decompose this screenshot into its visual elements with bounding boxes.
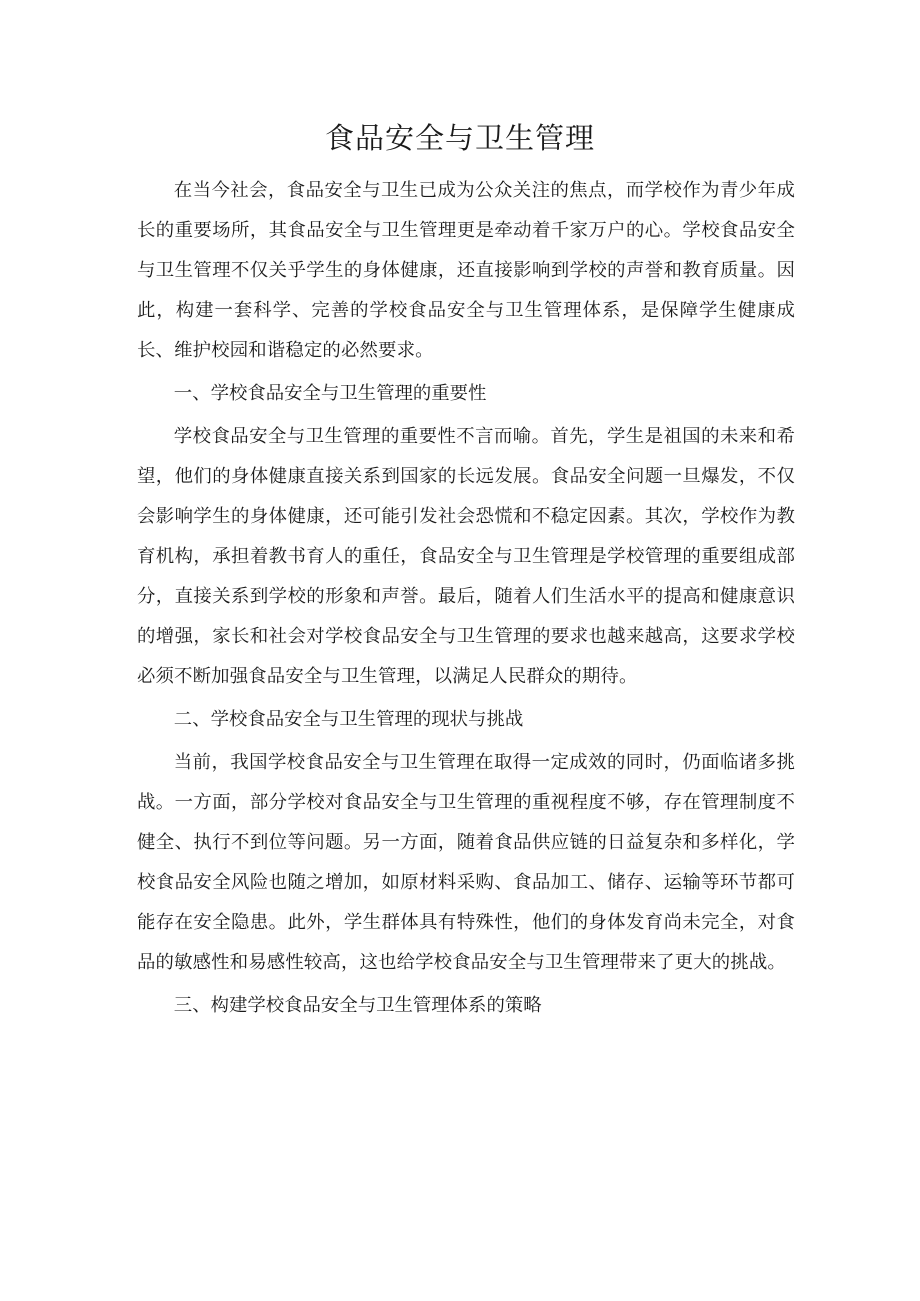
section-heading-importance: 一、学校食品安全与卫生管理的重要性: [173, 383, 487, 404]
importance-paragraph: 学校食品安全与卫生管理的重要性不言而喻。首先，学生是祖国的未来和希望，他们的身体健康直接关系到国家的长远发展。食品安全问题一旦爆发，不仅会影响学生的身体健康，还可能引发社会恐慌和不稳定因素。其次，学校作为教育机构，承担着教书育人的重任，食品安全与卫生管理是学校管理的重要组成部分，直接关系到学校的形象和声誉。最后，随着人们生活水平的提高和健康意识的增强，家长和社会对学校食品安全与卫生管理的要求也越来越高，这要求学校必须不断加强食品安全与卫生管理，以满足人民群众的期待。: [137, 426, 795, 687]
document-body: [137, 171, 795, 1029]
section-heading-strategies: 三、构建学校食品安全与卫生管理体系的策略: [173, 995, 542, 1016]
intro-paragraph: 在当今社会，食品安全与卫生已成为公众关注的焦点，而学校作为青少年成长的重要场所，其食品安全与卫生管理更是牵动着千家万户的心。学校食品安全与卫生管理不仅关乎学生的身体健康，还直接影响到学校的声誉和教育质量。因此，构建一套科学、完善的学校食品安全与卫生管理体系，是保障学生健康成长、维护校园和谐稳定的必然要求。: [137, 180, 795, 361]
challenges-paragraph: 当前，我国学校食品安全与卫生管理在取得一定成效的同时，仍面临诸多挑战。一方面，部分学校对食品安全与卫生管理的重视程度不够，存在管理制度不健全、执行不到位等问题。另一方面，随着食品供应链的日益复杂和多样化，学校食品安全风险也随之增加，如原材料采购、食品加工、储存、运输等环节都可能存在安全隐患。此外，学生群体具有特殊性，他们的身体发育尚未完全，对食品的敏感性和易感性较高，这也给学校食品安全与卫生管理带来了更大的挑战。: [137, 752, 795, 973]
section-heading-challenges: 二、学校食品安全与卫生管理的现状与挑战: [173, 709, 524, 730]
document-title: 食品安全与卫生管理: [324, 121, 595, 155]
